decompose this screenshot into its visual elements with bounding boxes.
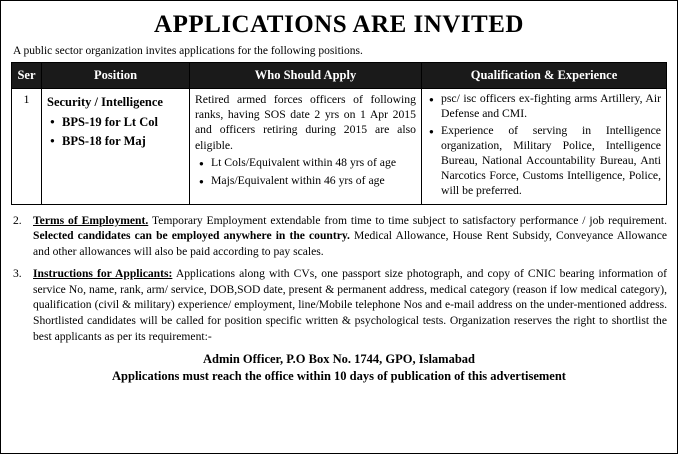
table-row [12, 89, 667, 205]
cell-who-should-apply [190, 89, 422, 205]
clause-body [33, 266, 667, 344]
who-list [195, 156, 416, 189]
clause-number: 3. [13, 267, 22, 281]
page-title: APPLICATIONS ARE INVITED [154, 11, 524, 38]
positions-table [11, 62, 667, 205]
clause-instructions-for-applicants [11, 266, 667, 344]
list-item: ● psc/ isc officers ex-fighting arms Artillery, Air Defense and CMI. [441, 92, 661, 122]
column-header-who-should-apply: Who Should Apply [190, 63, 422, 89]
list-item: ● Majs/Equivalent within 46 yrs of age [211, 174, 416, 189]
table-body [12, 89, 667, 205]
list-item: ● BPS-19 for Lt Col [62, 114, 184, 130]
list-item: ● Experience of serving in Intelligence organization, Military Police, Intelligence Bureau, National Accountability Bureau, Anti Narcotics Force, Customs Intelligence, Police, will be preferred. [441, 124, 661, 199]
column-header-position: Position [42, 63, 190, 89]
list-item: ● BPS-18 for Maj [62, 133, 184, 149]
clause-text-part1: Applications along with CVs, one passport size photograph, and copy of CNIC bearing information of service No, name, rank, arm/ service, DOB,SOD date, present & permanent address, medical category (reason if low medical category), qualification (civil & military) experience/ employment, line/Mobile telephone Nos and e-mail address on the under-mentioned address. Shortlisted candidates will be called for position specific written & psychological tests. Organization reserves the right to shortlist the best applicants as per its requirement:- [33, 267, 668, 343]
who-paragraph: Retired armed forces officers of following ranks, having SOS date 2 yrs on 1 Apr 2015 and officers retiring during 2015 are also eligible. [195, 93, 416, 152]
cell-ser: 1 [12, 89, 42, 205]
clause-text-part1: Temporary Employment extendable from time to time subject to satisfactory performance / job requirement. [148, 213, 667, 227]
position-heading: Security / Intelligence [47, 95, 163, 109]
cell-position [42, 89, 190, 205]
list-item: ● Lt Cols/Equivalent within 48 yrs of age [211, 156, 416, 171]
clause-body [33, 213, 667, 260]
clause-terms-of-employment [11, 213, 667, 260]
footer-line-deadline: Applications must reach the office within 10 days of publication of this advertisement [112, 368, 566, 383]
table-header-row [12, 63, 667, 89]
column-header-qualification: Qualification & Experience [422, 63, 667, 89]
qualification-list [427, 92, 661, 199]
cell-qualification [422, 89, 667, 205]
position-list [47, 114, 184, 149]
clauses-section [11, 213, 667, 344]
footer-line-address: Admin Officer, P.O Box No. 1744, GPO, Islamabad [202, 352, 475, 367]
clause-heading: Terms of Employment. [33, 213, 149, 227]
clause-heading: Instructions for Applicants: [33, 267, 173, 281]
table-header [12, 63, 667, 89]
clause-number: 2. [13, 213, 22, 227]
footer-address [11, 351, 667, 385]
intro-text: A public sector organization invites applications for the following positions. [13, 45, 363, 57]
clause-text-part2: Medical Allowance, House Rent Subsidy, Conveyance Allowance and other allowances will also be paid according to pay scales. [33, 229, 667, 258]
column-header-ser: Ser [12, 63, 42, 89]
clause-text-bold: Selected candidates can be employed anywhere in the country. [33, 229, 350, 243]
